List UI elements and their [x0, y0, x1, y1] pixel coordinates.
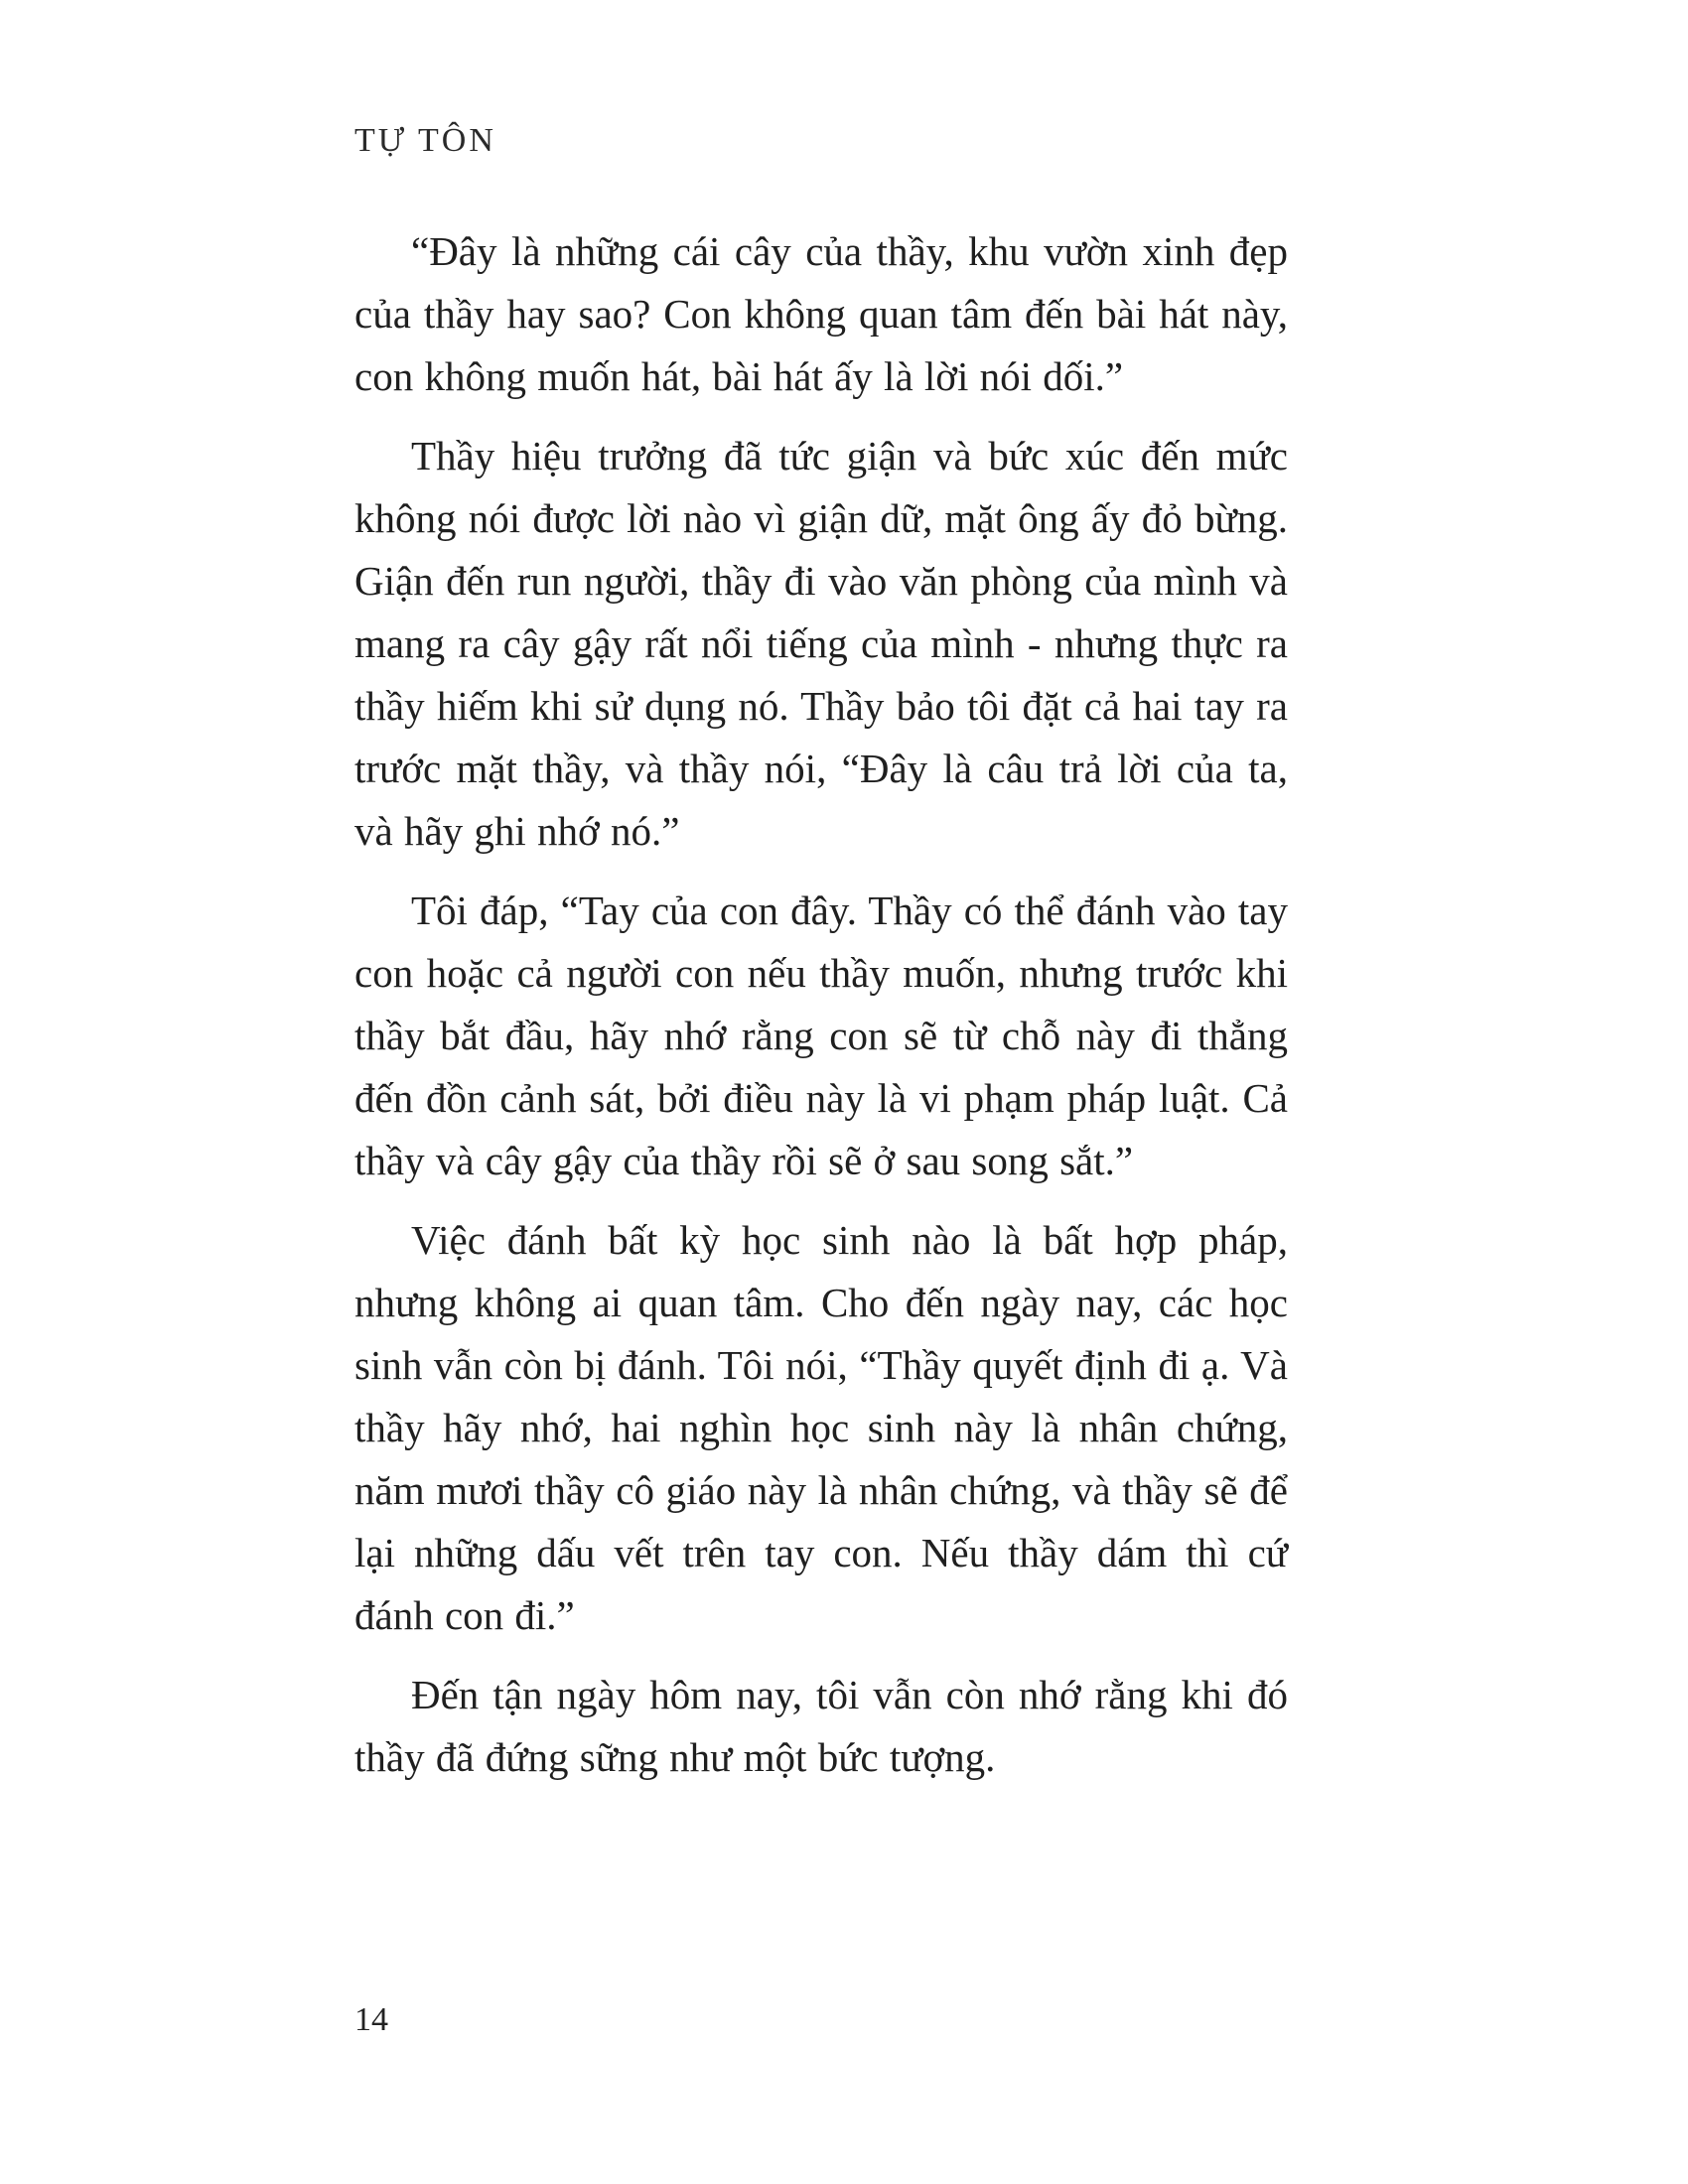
- paragraph-1: “Đây là những cái cây của thầy, khu vườn xinh đẹp của thầy hay sao? Con không quan tâm đến bài hát này, con không muốn hát, bài hát ấy là lời nói dối.”: [354, 228, 1288, 399]
- book-page: [354, 121, 1288, 1806]
- page-body: [354, 220, 1288, 1789]
- paragraph-3: Tôi đáp, “Tay của con đây. Thầy có thể đánh vào tay con hoặc cả người con nếu thầy muốn, nhưng trước khi thầy bắt đầu, hãy nhớ rằng con sẽ từ chỗ này đi thẳng đến đồn cảnh sát, bởi điều này là vi phạm pháp luật. Cả thầy và cây gậy của thầy rồi sẽ ở sau song sắt.”: [354, 887, 1288, 1183]
- paragraph-2: Thầy hiệu trưởng đã tức giận và bức xúc đến mức không nói được lời nào vì giận dữ, mặt ông ấy đỏ bừng. Giận đến run người, thầy đi vào văn phòng của mình và mang ra cây gậy rất nổi tiếng của mình - nhưng thực ra thầy hiếm khi sử dụng nó. Thầy bảo tôi đặt cả hai tay ra trước mặt thầy, và thầy nói, “Đây là câu trả lời của ta, và hãy ghi nhớ nó.”: [354, 433, 1288, 854]
- paragraph-5: Đến tận ngày hôm nay, tôi vẫn còn nhớ rằng khi đó thầy đã đứng sững như một bức tượng.: [354, 1672, 1288, 1780]
- page-number: 14: [354, 2001, 388, 2038]
- paragraph-4: Việc đánh bất kỳ học sinh nào là bất hợp pháp, nhưng không ai quan tâm. Cho đến ngày nay, các học sinh vẫn còn bị đánh. Tôi nói, “Thầy quyết định đi ạ. Và thầy hãy nhớ, hai nghìn học sinh này là nhân chứng, năm mươi thầy cô giáo này là nhân chứng, và thầy sẽ để lại những dấu vết trên tay con. Nếu thầy dám thì cứ đánh con đi.”: [354, 1217, 1288, 1638]
- running-head-title: TỰ TÔN: [354, 122, 496, 159]
